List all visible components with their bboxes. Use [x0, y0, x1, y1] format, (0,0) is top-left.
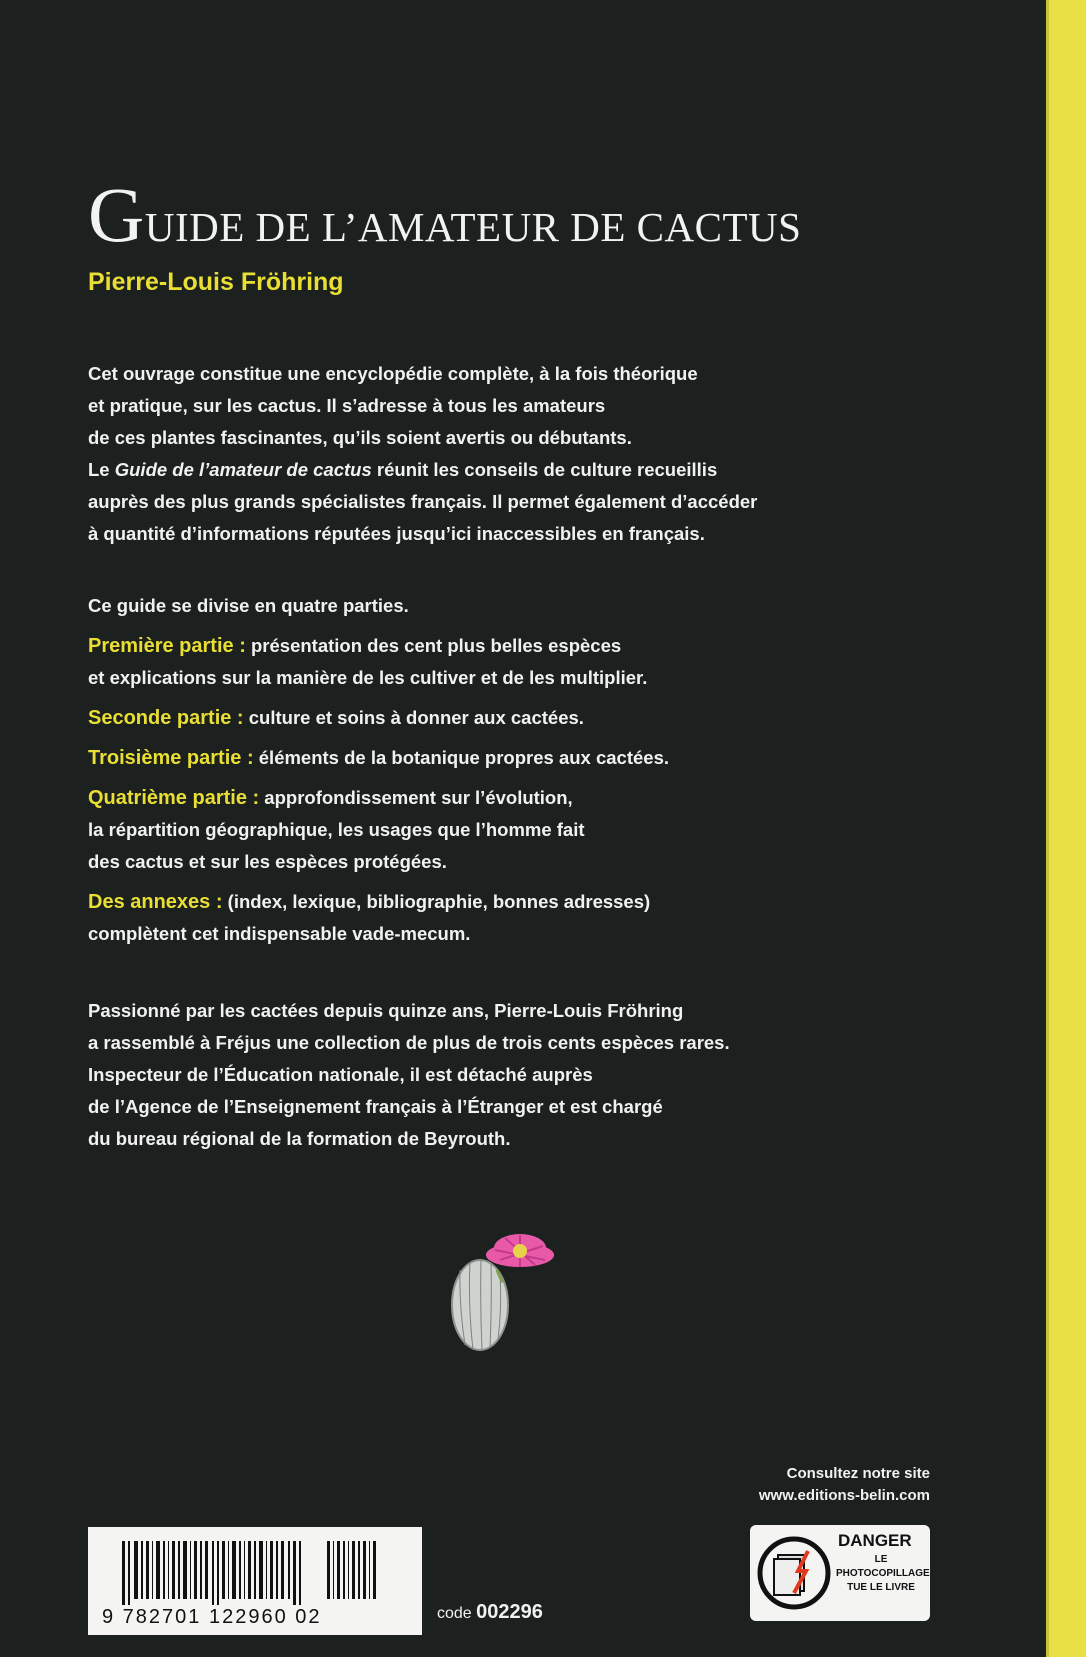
photocopy-warning-badge — [750, 1525, 930, 1621]
part-3-label: Troisième partie : — [88, 747, 254, 769]
isbn-barcode — [88, 1527, 422, 1635]
bio-line: a rassemblé à Fréjus une collection de plus de trois cents espèces rares. — [88, 1032, 730, 1053]
barcode-icon — [122, 1541, 388, 1605]
danger-le: LE — [874, 1554, 888, 1565]
title-initial: G — [88, 171, 145, 258]
parts-lead: Ce guide se divise en quatre parties. — [88, 595, 409, 616]
part-4 — [88, 782, 669, 878]
intro-line: de ces plantes fascinantes, qu’ils soient avertis ou débutants. — [88, 427, 632, 448]
intro-line: et pratique, sur les cactus. Il s’adresse à tous les amateurs — [88, 395, 606, 416]
code-value: 002296 — [476, 1601, 543, 1623]
book-title — [88, 170, 801, 260]
intro-paragraph — [88, 358, 757, 550]
part-2 — [88, 702, 669, 734]
intro-line: à quantité d’informations réputées jusqu’ici inaccessibles en français. — [88, 523, 705, 544]
part-4-text: des cactus et sur les espèces protégées. — [88, 851, 447, 872]
part-2-label: Seconde partie : — [88, 707, 244, 729]
parts-section — [88, 590, 669, 950]
cactus-illustration-icon — [445, 1220, 565, 1360]
part-1-text: présentation des cent plus belles espèces — [245, 635, 622, 656]
site-label: Consultez notre site — [786, 1465, 930, 1482]
danger-text — [836, 1553, 930, 1595]
intro-line: Cet ouvrage constitue une encyclopédie complète, à la fois théorique — [88, 363, 698, 384]
part-2-text: culture et soins à donner aux cactées. — [243, 707, 584, 728]
intro-line: auprès des plus grands spécialistes français. Il permet également d’accéder — [88, 491, 758, 512]
annexes-label: Des annexes : — [88, 891, 223, 913]
author-name: Pierre-Louis Fröhring — [88, 268, 344, 296]
part-4-label: Quatrième partie : — [88, 787, 260, 809]
part-4-text: la répartition géographique, les usages que l’homme fait — [88, 819, 585, 840]
part-4-text: approfondissement sur l’évolution, — [259, 787, 573, 808]
annexes-text: complètent cet indispensable vade-mecum. — [88, 923, 471, 944]
bio-line: de l’Agence de l’Enseignement français à l’Étranger et est chargé — [88, 1096, 663, 1117]
no-photocopy-icon — [756, 1533, 832, 1613]
part-3-text: éléments de la botanique propres aux cactées. — [253, 747, 669, 768]
part-1-text: et explications sur la manière de les cultiver et de les multiplier. — [88, 667, 648, 688]
code-label: code — [437, 1605, 477, 1622]
part-1-label: Première partie : — [88, 635, 246, 657]
annexes — [88, 886, 669, 950]
intro-book-title: Guide de l’amateur de cactus — [114, 459, 372, 480]
bio-line: du bureau régional de la formation de Beyrouth. — [88, 1128, 511, 1149]
title-rest: UIDE DE L’AMATEUR DE CACTUS — [144, 204, 802, 250]
product-code — [437, 1601, 543, 1624]
danger-title: DANGER — [838, 1531, 912, 1550]
intro-text: Le — [88, 459, 115, 480]
publisher-site — [740, 1463, 930, 1507]
yellow-spine-edge — [1046, 0, 1086, 1657]
bio-line: Passionné par les cactées depuis quinze ans, Pierre-Louis Fröhring — [88, 1000, 684, 1021]
annexes-text: (index, lexique, bibliographie, bonnes adresses) — [222, 891, 651, 912]
part-3 — [88, 742, 669, 774]
bio-line: Inspecteur de l’Éducation nationale, il est détaché auprès — [88, 1064, 593, 1085]
danger-line: TUE LE LIVRE — [847, 1582, 915, 1593]
isbn-digits: 9 782701 122960 02 — [102, 1606, 322, 1628]
danger-line: PHOTOCOPILLAGE — [836, 1568, 930, 1579]
site-url[interactable]: www.editions-belin.com — [758, 1487, 930, 1504]
intro-text: réunit les conseils de culture recueillis — [371, 459, 718, 480]
author-bio — [88, 995, 730, 1155]
part-1 — [88, 630, 669, 694]
intro-line — [88, 454, 757, 486]
